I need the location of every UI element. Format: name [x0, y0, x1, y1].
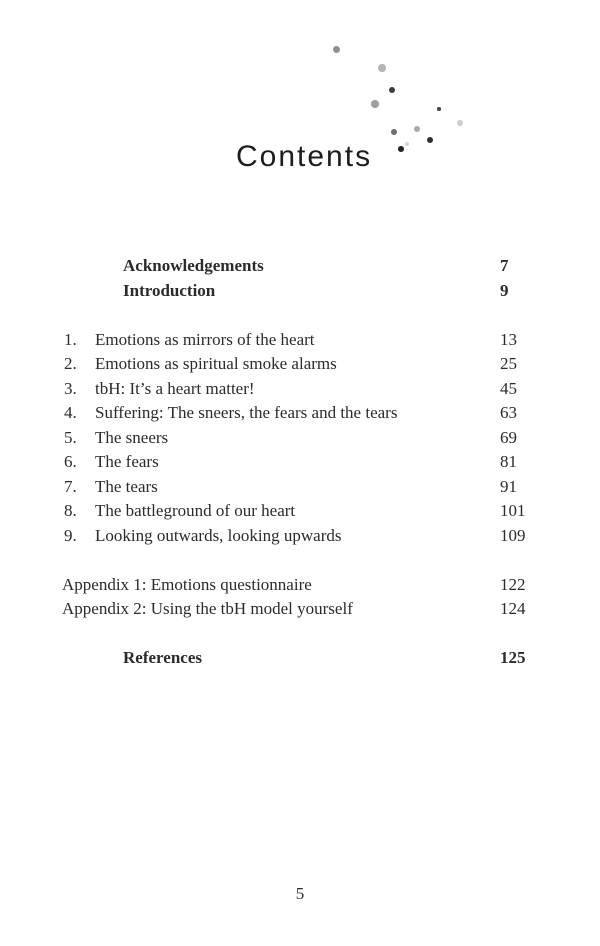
- spacer: [62, 622, 538, 647]
- entry-page-number: 69: [500, 427, 517, 447]
- decorative-dot: [457, 120, 462, 125]
- folio-page-number: 5: [295, 884, 305, 903]
- chapter-number: 8.: [64, 501, 77, 520]
- chapter-number: 1.: [64, 329, 77, 349]
- chapter-number: 4.: [64, 403, 77, 422]
- entry-page-number: 13: [500, 329, 517, 349]
- page-title: Contents: [236, 140, 373, 173]
- decorative-dot: [371, 100, 379, 108]
- decorative-dot: [389, 87, 395, 93]
- entry-page-number: 63: [500, 403, 517, 422]
- entry-label: Emotions as mirrors of the heart: [95, 329, 315, 349]
- decorative-dot: [405, 142, 409, 146]
- spacer: [62, 303, 538, 328]
- entry-page-number: 25: [500, 354, 517, 373]
- decorative-dot: [437, 107, 440, 110]
- entry-label: Emotions as spiritual smoke alarms: [95, 354, 337, 373]
- toc-row-chapter-5: [62, 426, 538, 451]
- entry-label: Suffering: The sneers, the fears and the tears: [95, 403, 398, 422]
- decorative-dot: [427, 137, 433, 143]
- toc-row-chapter-9: [62, 524, 538, 549]
- entry-label: Acknowledgements: [123, 256, 264, 275]
- entry-page-number: 122: [500, 574, 526, 594]
- entry-page-number: 81: [500, 452, 517, 471]
- entry-label: Appendix 2: Using the tbH model yourself: [62, 599, 353, 618]
- entry-label: Introduction: [123, 280, 216, 300]
- decorative-dot: [333, 46, 340, 53]
- toc-row-chapter-6: [62, 450, 538, 475]
- toc-row-chapter-3: [62, 377, 538, 402]
- entry-page-number: 91: [500, 476, 517, 496]
- toc-row-chapter-2: [62, 352, 538, 377]
- toc-row-appendix-1: [62, 573, 538, 598]
- toc-row-introduction: [62, 279, 538, 304]
- entry-label: The fears: [95, 452, 159, 471]
- entry-page-number: 45: [500, 378, 517, 398]
- toc-row-chapter-8: [62, 499, 538, 524]
- entry-label: tbH: It’s a heart matter!: [95, 378, 255, 398]
- decorative-dot: [414, 126, 421, 133]
- decorative-dot: [378, 64, 386, 72]
- entry-label: References: [123, 648, 202, 667]
- decorative-dot: [391, 129, 397, 135]
- entry-page-number: 125: [500, 648, 526, 667]
- toc-row-chapter-7: [62, 475, 538, 500]
- toc-row-acknowledgements: [62, 254, 538, 279]
- toc-row-chapter-1: [62, 328, 538, 353]
- entry-label: Appendix 1: Emotions questionnaire: [62, 574, 312, 594]
- chapter-number: 7.: [64, 476, 77, 496]
- entry-label: The battleground of our heart: [95, 501, 296, 520]
- entry-page-number: 9: [500, 280, 509, 300]
- entry-page-number: 124: [500, 599, 526, 618]
- chapter-number: 3.: [64, 378, 77, 398]
- table-of-contents: [62, 254, 538, 671]
- chapter-number: 9.: [64, 525, 77, 545]
- entry-label: The sneers: [95, 427, 169, 447]
- toc-row-appendix-2: [62, 597, 538, 622]
- chapter-number: 5.: [64, 427, 77, 447]
- decorative-dot: [398, 146, 404, 152]
- entry-page-number: 109: [500, 525, 526, 545]
- toc-row-references: [62, 646, 538, 671]
- toc-row-chapter-4: [62, 401, 538, 426]
- spacer: [62, 548, 538, 573]
- chapter-number: 6.: [64, 452, 77, 471]
- entry-label: Looking outwards, looking upwards: [95, 525, 342, 545]
- entry-page-number: 7: [500, 256, 509, 275]
- entry-label: The tears: [95, 476, 158, 496]
- chapter-number: 2.: [64, 354, 77, 373]
- entry-page-number: 101: [500, 501, 526, 520]
